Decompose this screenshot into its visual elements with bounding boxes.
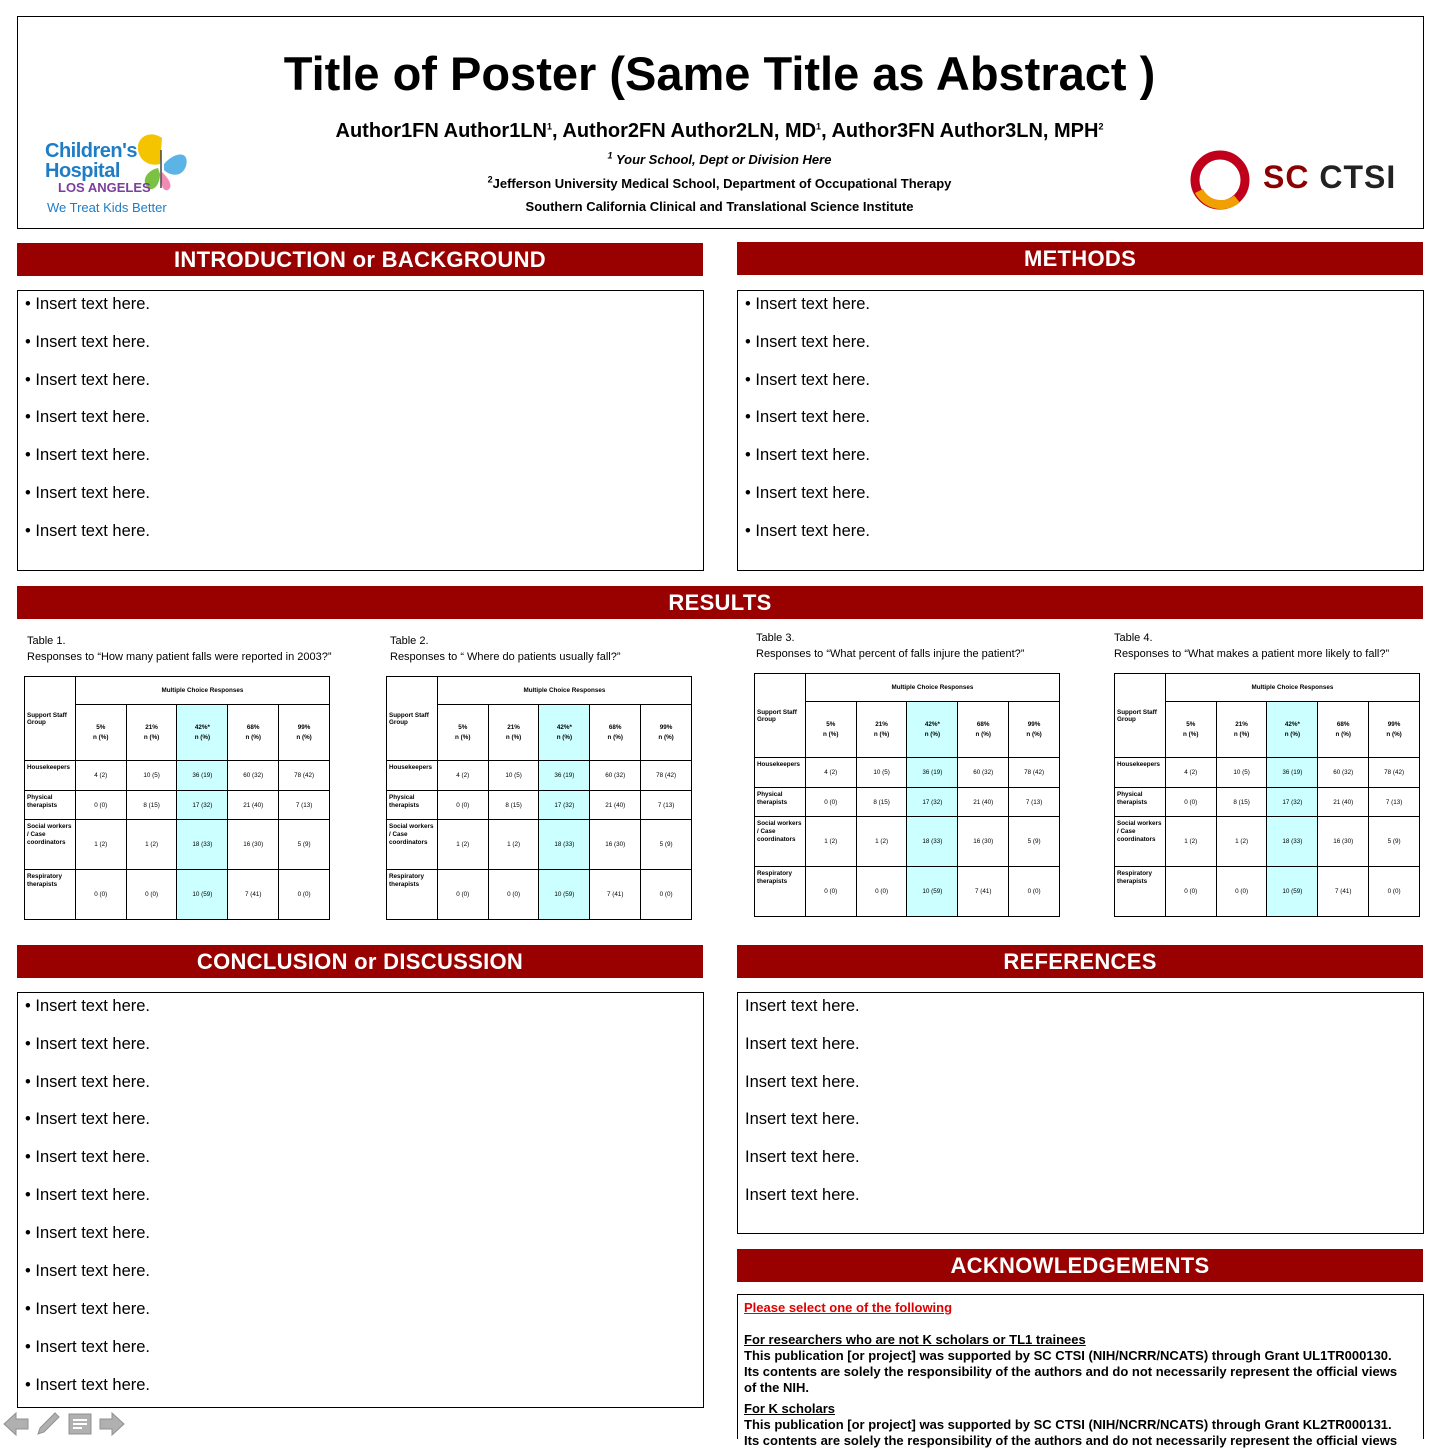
value-cell: 78 (42) bbox=[1369, 758, 1420, 788]
pencil-icon[interactable] bbox=[34, 1410, 62, 1438]
value-cell: 0 (0) bbox=[1216, 867, 1267, 917]
value-cell: 5 (9) bbox=[1369, 817, 1420, 867]
value-cell: 17 (32) bbox=[907, 788, 958, 817]
value-cell: 36 (19) bbox=[907, 758, 958, 788]
arrow-right-icon[interactable] bbox=[98, 1410, 126, 1438]
table-row bbox=[755, 817, 1060, 867]
pct-header: 21% n (%) bbox=[126, 705, 177, 761]
list-item: • Insert text here. bbox=[25, 371, 150, 389]
value-cell: 0 (0) bbox=[75, 870, 126, 920]
acknowledgements-box bbox=[737, 1294, 1424, 1448]
value-cell: 0 (0) bbox=[437, 791, 488, 820]
table-row bbox=[1115, 867, 1420, 917]
value-cell: 18 (33) bbox=[177, 820, 228, 870]
author-separator: , bbox=[821, 120, 832, 142]
pct-header: 21% n (%) bbox=[1216, 702, 1267, 758]
list-item: • Insert text here. bbox=[745, 408, 870, 426]
pct-header: 68% n (%) bbox=[1318, 702, 1369, 758]
pct-header: 99% n (%) bbox=[1009, 702, 1060, 758]
author-name: Author2FN Author2LN, MD bbox=[562, 120, 817, 142]
list-item: • Insert text here. bbox=[745, 333, 870, 351]
table-row bbox=[25, 761, 330, 791]
list-item: • Insert text here. bbox=[25, 1073, 150, 1091]
list-item: • Insert text here. bbox=[25, 1224, 150, 1242]
childrens-hospital-logo: Children's Hospital LOS ANGELES We Treat Kids Better bbox=[40, 130, 200, 220]
value-cell: 21 (40) bbox=[958, 788, 1009, 817]
value-cell: 7 (13) bbox=[279, 791, 330, 820]
value-cell: 7 (41) bbox=[958, 867, 1009, 917]
pct-header: 5% n (%) bbox=[437, 705, 488, 761]
results-heading: RESULTS bbox=[17, 586, 1423, 619]
author-affiliation-mark: 1 bbox=[816, 121, 822, 132]
list-item: • Insert text here. bbox=[25, 1300, 150, 1318]
value-cell: 0 (0) bbox=[488, 870, 539, 920]
value-cell: 18 (33) bbox=[1267, 817, 1318, 867]
value-cell: 0 (0) bbox=[437, 870, 488, 920]
value-cell: 60 (32) bbox=[958, 758, 1009, 788]
group-cell: Housekeepers bbox=[755, 758, 806, 788]
pct-header: 21% n (%) bbox=[856, 702, 907, 758]
arrow-left-icon[interactable] bbox=[2, 1410, 30, 1438]
group-cell: Social workers / Case coordinators bbox=[387, 820, 438, 870]
value-cell: 7 (13) bbox=[1009, 788, 1060, 817]
group-cell: Respiratory therapists bbox=[755, 867, 806, 917]
value-cell: 10 (59) bbox=[907, 867, 958, 917]
value-cell: 16 (30) bbox=[1318, 817, 1369, 867]
ack-text-line: This publication [or project] was supported by SC CTSI (NIH/NCRR/NCATS) through Grant UL1TR000130. bbox=[744, 1348, 1392, 1363]
group-cell: Respiratory therapists bbox=[25, 870, 76, 920]
pct-header: 42%* n (%) bbox=[1267, 702, 1318, 758]
pct-header: 68% n (%) bbox=[590, 705, 641, 761]
table-row bbox=[387, 791, 692, 820]
list-item: • Insert text here. bbox=[25, 1262, 150, 1280]
value-cell: 21 (40) bbox=[590, 791, 641, 820]
list-item: • Insert text here. bbox=[25, 408, 150, 426]
value-cell: 10 (5) bbox=[488, 761, 539, 791]
list-item: Insert text here. bbox=[745, 1186, 860, 1204]
value-cell: 0 (0) bbox=[1165, 867, 1216, 917]
pct-header: 42%* n (%) bbox=[539, 705, 590, 761]
value-cell: 0 (0) bbox=[805, 867, 856, 917]
list-item: Insert text here. bbox=[745, 1035, 860, 1053]
value-cell: 0 (0) bbox=[126, 870, 177, 920]
affiliation-1: $^1$ Your School, Dept or Division Here bbox=[607, 150, 832, 167]
list-item: • Insert text here. bbox=[745, 446, 870, 464]
value-cell: 16 (30) bbox=[590, 820, 641, 870]
value-cell: 1 (2) bbox=[856, 817, 907, 867]
group-cell: Physical therapists bbox=[25, 791, 76, 820]
value-cell: 17 (32) bbox=[1267, 788, 1318, 817]
table-row bbox=[755, 788, 1060, 817]
value-cell: 8 (15) bbox=[126, 791, 177, 820]
table-row bbox=[25, 870, 330, 920]
value-cell: 10 (59) bbox=[539, 870, 590, 920]
list-item: Insert text here. bbox=[745, 997, 860, 1015]
table-3-caption: Responses to “What percent of falls injure the patient?” bbox=[756, 648, 1025, 660]
author-affiliation-mark: 1 bbox=[546, 121, 552, 132]
ack-text-line: This publication [or project] was supported by SC CTSI (NIH/NCRR/NCATS) through Grant KL2TR000131. bbox=[744, 1417, 1392, 1432]
value-cell: 0 (0) bbox=[1369, 867, 1420, 917]
author-separator: , bbox=[552, 120, 563, 142]
value-cell: 0 (0) bbox=[75, 791, 126, 820]
table-row bbox=[755, 867, 1060, 917]
value-cell: 60 (32) bbox=[1318, 758, 1369, 788]
references-heading: REFERENCES bbox=[737, 945, 1423, 978]
list-item: • Insert text here. bbox=[25, 446, 150, 464]
group-cell: Housekeepers bbox=[387, 761, 438, 791]
group-cell: Housekeepers bbox=[25, 761, 76, 791]
value-cell: 0 (0) bbox=[805, 788, 856, 817]
list-item: • Insert text here. bbox=[25, 1148, 150, 1166]
value-cell: 10 (5) bbox=[126, 761, 177, 791]
value-cell: 4 (2) bbox=[805, 758, 856, 788]
value-cell: 0 (0) bbox=[856, 867, 907, 917]
conclusion-heading: CONCLUSION or DISCUSSION bbox=[17, 945, 703, 978]
value-cell: 78 (42) bbox=[641, 761, 692, 791]
value-cell: 1 (2) bbox=[488, 820, 539, 870]
value-cell: 5 (9) bbox=[1009, 817, 1060, 867]
value-cell: 1 (2) bbox=[437, 820, 488, 870]
group-cell: Respiratory therapists bbox=[387, 870, 438, 920]
list-item: • Insert text here. bbox=[745, 295, 870, 313]
author-name: Author3FN Author3LN, MPH bbox=[831, 120, 1099, 142]
table-3-label: Table 3. bbox=[756, 632, 795, 644]
results-table-1 bbox=[24, 676, 330, 920]
group-cell: Physical therapists bbox=[1115, 788, 1166, 817]
list-item: • Insert text here. bbox=[25, 1338, 150, 1356]
author-name: Author1FN Author1LN bbox=[335, 120, 547, 142]
value-cell: 5 (9) bbox=[279, 820, 330, 870]
table-row bbox=[755, 758, 1060, 788]
ctsi-ring-icon bbox=[1185, 145, 1255, 215]
list-item: • Insert text here. bbox=[25, 997, 150, 1015]
author-affiliation-mark: 2 bbox=[1098, 121, 1104, 132]
results-table-2 bbox=[386, 676, 692, 920]
results-table-3 bbox=[754, 673, 1060, 917]
methods-box bbox=[737, 290, 1424, 571]
value-cell: 16 (30) bbox=[958, 817, 1009, 867]
pct-header: 5% n (%) bbox=[75, 705, 126, 761]
notes-icon[interactable] bbox=[66, 1410, 94, 1438]
pct-header: 21% n (%) bbox=[488, 705, 539, 761]
mc-header: Multiple Choice Responses bbox=[805, 674, 1059, 702]
conclusion-box bbox=[17, 992, 704, 1408]
value-cell: 5 (9) bbox=[641, 820, 692, 870]
pct-header: 68% n (%) bbox=[228, 705, 279, 761]
value-cell: 21 (40) bbox=[228, 791, 279, 820]
value-cell: 7 (13) bbox=[641, 791, 692, 820]
list-item: • Insert text here. bbox=[745, 484, 870, 502]
value-cell: 78 (42) bbox=[1009, 758, 1060, 788]
group-cell: Social workers / Case coordinators bbox=[755, 817, 806, 867]
value-cell: 4 (2) bbox=[437, 761, 488, 791]
group-cell: Housekeepers bbox=[1115, 758, 1166, 788]
mc-header: Multiple Choice Responses bbox=[437, 677, 691, 705]
group-cell: Respiratory therapists bbox=[1115, 867, 1166, 917]
table-row bbox=[25, 820, 330, 870]
pct-header: 42%* n (%) bbox=[177, 705, 228, 761]
list-item: • Insert text here. bbox=[25, 1110, 150, 1128]
value-cell: 8 (15) bbox=[1216, 788, 1267, 817]
value-cell: 7 (41) bbox=[1318, 867, 1369, 917]
value-cell: 4 (2) bbox=[1165, 758, 1216, 788]
value-cell: 60 (32) bbox=[228, 761, 279, 791]
methods-heading: METHODS bbox=[737, 242, 1423, 275]
group-cell: Social workers / Case coordinators bbox=[1115, 817, 1166, 867]
slide-nav bbox=[2, 1408, 127, 1439]
group-header: Support Staff Group bbox=[755, 674, 806, 758]
value-cell: 7 (41) bbox=[590, 870, 641, 920]
list-item: Insert text here. bbox=[745, 1073, 860, 1091]
value-cell: 1 (2) bbox=[1165, 817, 1216, 867]
table-2-caption: Responses to “ Where do patients usually fall?” bbox=[390, 651, 621, 663]
table-row bbox=[25, 791, 330, 820]
value-cell: 4 (2) bbox=[75, 761, 126, 791]
pct-header: 99% n (%) bbox=[641, 705, 692, 761]
value-cell: 78 (42) bbox=[279, 761, 330, 791]
group-header: Support Staff Group bbox=[25, 677, 76, 761]
table-4-caption: Responses to “What makes a patient more likely to fall?” bbox=[1114, 648, 1390, 660]
ack-select-note: Please select one of the following bbox=[744, 1300, 953, 1315]
value-cell: 17 (32) bbox=[539, 791, 590, 820]
pct-header: 68% n (%) bbox=[958, 702, 1009, 758]
list-item: • Insert text here. bbox=[25, 295, 150, 313]
introduction-box bbox=[17, 290, 704, 571]
list-item: • Insert text here. bbox=[25, 522, 150, 540]
value-cell: 60 (32) bbox=[590, 761, 641, 791]
table-row bbox=[387, 870, 692, 920]
value-cell: 10 (59) bbox=[1267, 867, 1318, 917]
value-cell: 0 (0) bbox=[1165, 788, 1216, 817]
value-cell: 36 (19) bbox=[539, 761, 590, 791]
table-1-caption: Responses to “How many patient falls were reported in 2003?” bbox=[27, 651, 332, 663]
list-item: Insert text here. bbox=[745, 1110, 860, 1128]
mc-header: Multiple Choice Responses bbox=[1165, 674, 1419, 702]
pct-header: 99% n (%) bbox=[1369, 702, 1420, 758]
value-cell: 0 (0) bbox=[279, 870, 330, 920]
value-cell: 18 (33) bbox=[907, 817, 958, 867]
value-cell: 1 (2) bbox=[75, 820, 126, 870]
list-item: • Insert text here. bbox=[25, 1186, 150, 1204]
affiliation-2: $^2$Jefferson University Medical School, Department of Occupational Therapy bbox=[487, 174, 952, 191]
list-item: • Insert text here. bbox=[25, 1035, 150, 1053]
ack-block1-title: For researchers who are not K scholars or TL1 trainees bbox=[744, 1332, 1086, 1347]
list-item: • Insert text here. bbox=[25, 484, 150, 502]
value-cell: 36 (19) bbox=[1267, 758, 1318, 788]
table-row bbox=[387, 820, 692, 870]
table-2-label: Table 2. bbox=[390, 635, 429, 647]
ack-text-line: Its contents are solely the responsibility of the authors and do not necessarily represent the official views bbox=[744, 1433, 1398, 1448]
mc-header: Multiple Choice Responses bbox=[75, 677, 329, 705]
table-row bbox=[1115, 817, 1420, 867]
value-cell: 7 (13) bbox=[1369, 788, 1420, 817]
table-row bbox=[1115, 758, 1420, 788]
value-cell: 1 (2) bbox=[1216, 817, 1267, 867]
table-row bbox=[1115, 788, 1420, 817]
group-header: Support Staff Group bbox=[1115, 674, 1166, 758]
list-item: • Insert text here. bbox=[745, 522, 870, 540]
group-cell: Social workers / Case coordinators bbox=[25, 820, 76, 870]
author-list bbox=[0, 117, 1439, 145]
sc-ctsi-logo: SC CTSI bbox=[1185, 145, 1400, 215]
list-item: • Insert text here. bbox=[25, 1376, 150, 1394]
ack-block2-title: For K scholars bbox=[744, 1401, 836, 1416]
value-cell: 10 (5) bbox=[1216, 758, 1267, 788]
value-cell: 7 (41) bbox=[228, 870, 279, 920]
table-1-label: Table 1. bbox=[27, 635, 66, 647]
value-cell: 18 (33) bbox=[539, 820, 590, 870]
table-4-label: Table 4. bbox=[1114, 632, 1153, 644]
value-cell: 17 (32) bbox=[177, 791, 228, 820]
poster-title: Title of Poster (Same Title as Abstract ) bbox=[283, 47, 1156, 100]
value-cell: 0 (0) bbox=[1009, 867, 1060, 917]
value-cell: 1 (2) bbox=[126, 820, 177, 870]
table-row bbox=[387, 761, 692, 791]
references-box bbox=[737, 992, 1424, 1234]
value-cell: 8 (15) bbox=[488, 791, 539, 820]
value-cell: 8 (15) bbox=[856, 788, 907, 817]
value-cell: 16 (30) bbox=[228, 820, 279, 870]
ack-text-line: of the NIH. bbox=[744, 1380, 809, 1395]
introduction-heading: INTRODUCTION or BACKGROUND bbox=[17, 243, 703, 276]
affiliation-3: Southern California Clinical and Translational Science Institute bbox=[525, 199, 914, 214]
pct-header: 42%* n (%) bbox=[907, 702, 958, 758]
value-cell: 1 (2) bbox=[805, 817, 856, 867]
acknowledgements-heading: ACKNOWLEDGEMENTS bbox=[737, 1249, 1423, 1282]
list-item: • Insert text here. bbox=[25, 333, 150, 351]
group-cell: Physical therapists bbox=[387, 791, 438, 820]
value-cell: 21 (40) bbox=[1318, 788, 1369, 817]
pct-header: 99% n (%) bbox=[279, 705, 330, 761]
value-cell: 10 (5) bbox=[856, 758, 907, 788]
pct-header: 5% n (%) bbox=[805, 702, 856, 758]
group-cell: Physical therapists bbox=[755, 788, 806, 817]
list-item: Insert text here. bbox=[745, 1148, 860, 1166]
value-cell: 36 (19) bbox=[177, 761, 228, 791]
value-cell: 10 (59) bbox=[177, 870, 228, 920]
group-header: Support Staff Group bbox=[387, 677, 438, 761]
ack-text-line: Its contents are solely the responsibility of the authors and do not necessarily represent the official views bbox=[744, 1364, 1398, 1379]
value-cell: 0 (0) bbox=[641, 870, 692, 920]
list-item: • Insert text here. bbox=[745, 371, 870, 389]
pct-header: 5% n (%) bbox=[1165, 702, 1216, 758]
results-table-4 bbox=[1114, 673, 1420, 917]
